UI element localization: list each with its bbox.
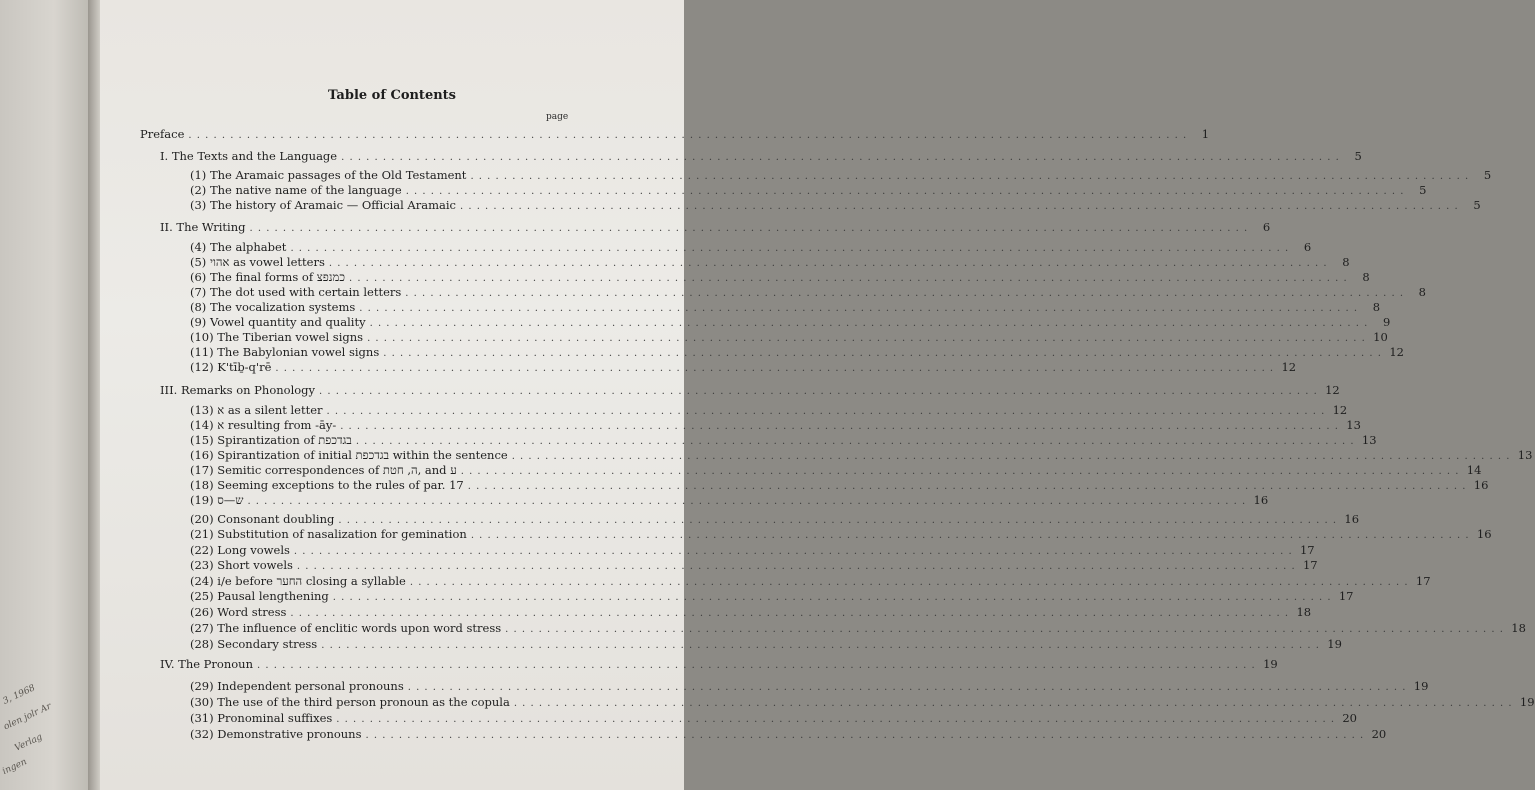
toc-entry-label: (14) א resulting from -āy- bbox=[190, 418, 337, 432]
toc-entry bbox=[190, 574, 1431, 588]
toc-entry-label: (15) Spirantization of בגדכפת bbox=[190, 433, 352, 447]
toc-entry-label: (20) Consonant doubling bbox=[190, 512, 335, 526]
toc-entry bbox=[190, 493, 1269, 507]
leader-dots: . . . . . . . . . . . . . . . . . . . . . . . . . . . . . . . . . . . . . . . . . . . . . . . . . . . . . . . . . . . . . . . . . . . . . . . . . . . . . . . . . . . . . . . . . . . . . . . . . . . . . . . . . . . . . . . . . . . . . . . . bbox=[470, 171, 1470, 182]
toc-entry bbox=[190, 198, 1481, 212]
toc-entry bbox=[190, 433, 1377, 447]
leader-dots: . . . . . . . . . . . . . . . . . . . . . . . . . . . . . . . . . . . . . . . . . . . . . . . . . . . . . . . . . . . . . . . . . . . . . . . . . . . . . . . . . . . . . . . . . . . . . . . . . . . . . . . . . . . . . . . . . . . . . . . . bbox=[290, 243, 1290, 254]
leader-dots: . . . . . . . . . . . . . . . . . . . . . . . . . . . . . . . . . . . . . . . . . . . . . . . . . . . . . . . . . . . . . . . . . . . . . . . . . . . . . . . . . . . . . . . . . . . . . . . . . . . . . . . . . . . . . . . . . . . . . . . . bbox=[326, 406, 1326, 417]
leader-dots: . . . . . . . . . . . . . . . . . . . . . . . . . . . . . . . . . . . . . . . . . . . . . . . . . . . . . . . . . . . . . . . . . . . . . . . . . . . . . . . . . . . . . . . . . . . . . . . . . . . . . . . . . . . . . . . . . . . . . . . . bbox=[459, 201, 1459, 212]
toc-entry bbox=[190, 183, 1427, 197]
toc-entry bbox=[190, 418, 1361, 432]
toc-entry-page: 19 bbox=[1327, 637, 1342, 651]
leader-dots: . . . . . . . . . . . . . . . . . . . . . . . . . . . . . . . . . . . . . . . . . . . . . . . . . . . . . . . . . . . . . . . . . . . . . . . . . . . . . . . . . . . . . . . . . . . . . . . . . . . . . . . . . . . . . . . . . . . . . . . . bbox=[328, 258, 1328, 269]
toc-entry-page: 5 bbox=[1419, 183, 1427, 197]
handwritten-note: ingen bbox=[1, 757, 29, 777]
toc-entry-page: 17 bbox=[1338, 589, 1354, 603]
leader-dots: . . . . . . . . . . . . . . . . . . . . . . . . . . . . . . . . . . . . . . . . . . . . . . . . . . . . . . . . . . . . . . . . . . . . . . . . . . . . . . . . . . . . . . . . . . . . . . . . . . . . . . . . . . . . . . . . . . . . . . . . bbox=[511, 451, 1511, 462]
toc-entry bbox=[190, 558, 1318, 572]
leader-dots: . . . . . . . . . . . . . . . . . . . . . . . . . . . . . . . . . . . . . . . . . . . . . . . . . . . . . . . . . . . . . . . . . . . . . . . . . . . . . . . . . . . . . . . . . . . . . . . . . . . . . . . . . . . . . . . . . . . . . . . . bbox=[296, 561, 1296, 572]
toc-entry-label: (24) i/e before החער closing a syllable bbox=[190, 574, 406, 588]
leader-dots: . . . . . . . . . . . . . . . . . . . . . . . . . . . . . . . . . . . . . . . . . . . . . . . . . . . . . . . . . . . . . . . . . . . . . . . . . . . . . . . . . . . . . . . . . . . . . . . . . . . . . . . . . . . . . . . . . . . . . . . . bbox=[467, 481, 1467, 492]
toc-entry-page: 5 bbox=[1473, 198, 1481, 212]
toc-entry-label: (16) Spirantization of initial בגדכפת within the sentence bbox=[190, 448, 508, 462]
toc-entry bbox=[190, 605, 1312, 619]
leader-dots: . . . . . . . . . . . . . . . . . . . . . . . . . . . . . . . . . . . . . . . . . . . . . . . . . . . . . . . . . . . . . . . . . . . . . . . . . . . . . . . . . . . . . . . . . . . . . . . . . . . . . . . . . . . . . . . . . . . . . . . . bbox=[505, 624, 1504, 635]
toc-entry-page: 9 bbox=[1382, 315, 1391, 329]
toc-entry bbox=[190, 589, 1354, 603]
toc-entry bbox=[190, 255, 1350, 269]
toc-entry-page: 19 bbox=[1263, 657, 1278, 671]
toc-entry-page: 1 bbox=[1201, 127, 1210, 141]
toc-entry-label: (31) Pronominal suffixes bbox=[190, 711, 333, 725]
toc-entry-page: 6 bbox=[1262, 220, 1271, 234]
contents-page bbox=[100, 0, 1535, 790]
toc-entry-label: (29) Independent personal pronouns bbox=[190, 679, 404, 693]
toc-entry bbox=[190, 345, 1404, 359]
toc-entry-label: (7) The dot used with certain letters bbox=[190, 285, 402, 299]
toc-entry-label: (2) The native name of the language bbox=[190, 183, 402, 197]
toc-entry-label: (4) The alphabet bbox=[190, 240, 287, 254]
toc-entry-page: 16 bbox=[1344, 512, 1360, 526]
toc-entry-label: (5) אהוי as vowel letters bbox=[190, 255, 325, 269]
leader-dots: . . . . . . . . . . . . . . . . . . . . . . . . . . . . . . . . . . . . . . . . . . . . . . . . . . . . . . . . . . . . . . . . . . . . . . . . . . . . . . . . . . . . . . . . . . . . . . . . . . . . . . . . . . . . . . . . . . . . . . . . bbox=[257, 660, 1256, 671]
toc-entry-label: (8) The vocalization systems bbox=[190, 300, 356, 314]
leader-dots: . . . . . . . . . . . . . . . . . . . . . . . . . . . . . . . . . . . . . . . . . . . . . . . . . . . . . . . . . . . . . . . . . . . . . . . . . . . . . . . . . . . . . . . . . . . . . . . . . . . . . . . . . . . . . . . . . . . . . . . . bbox=[247, 496, 1247, 507]
toc-entry-label: I. The Texts and the Language bbox=[160, 149, 338, 163]
leader-dots: . . . . . . . . . . . . . . . . . . . . . . . . . . . . . . . . . . . . . . . . . . . . . . . . . . . . . . . . . . . . . . . . . . . . . . . . . . . . . . . . . . . . . . . . . . . . . . . . . . . . . . . . . . . . . . . . . . . . . . . . bbox=[348, 273, 1348, 284]
toc-entry bbox=[190, 621, 1526, 635]
leader-dots: . . . . . . . . . . . . . . . . . . . . . . . . . . . . . . . . . . . . . . . . . . . . . . . . . . . . . . . . . . . . . . . . . . . . . . . . . . . . . . . . . . . . . . . . . . . . . . . . . . . . . . . . . . . . . . . . . . . . . . . . bbox=[188, 130, 1188, 141]
leader-dots: . . . . . . . . . . . . . . . . . . . . . . . . . . . . . . . . . . . . . . . . . . . . . . . . . . . . . . . . . . . . . . . . . . . . . . . . . . . . . . . . . . . . . . . . . . . . . . . . . . . . . . . . . . . . . . . . . . . . . . . . bbox=[293, 546, 1293, 557]
page-column-label: page bbox=[546, 112, 569, 122]
leader-dots: . . . . . . . . . . . . . . . . . . . . . . . . . . . . . . . . . . . . . . . . . . . . . . . . . . . . . . . . . . . . . . . . . . . . . . . . . . . . . . . . . . . . . . . . . . . . . . . . . . . . . . . . . . . . . . . . . . . . . . . . bbox=[341, 152, 1340, 163]
toc-entry bbox=[160, 383, 1340, 397]
toc-entry-page: 17 bbox=[1299, 543, 1315, 557]
toc-entry-page: 14 bbox=[1466, 463, 1482, 477]
page-title: Table of Contents bbox=[328, 88, 456, 103]
toc-entry-label: IV. The Pronoun bbox=[160, 657, 253, 671]
toc-entry-page: 12 bbox=[1389, 345, 1404, 359]
toc-entry-page: 12 bbox=[1332, 403, 1348, 417]
toc-entry-label: (28) Secondary stress bbox=[190, 637, 318, 651]
toc-entry-page: 12 bbox=[1325, 383, 1340, 397]
toc-entry bbox=[190, 727, 1387, 741]
toc-entry bbox=[160, 220, 1271, 234]
toc-entry-label: (26) Word stress bbox=[190, 605, 287, 619]
toc-entry-page: 5 bbox=[1354, 149, 1362, 163]
toc-entry-page: 13 bbox=[1517, 448, 1533, 462]
toc-entry-page: 16 bbox=[1473, 478, 1489, 492]
toc-entry bbox=[190, 711, 1357, 725]
leader-dots: . . . . . . . . . . . . . . . . . . . . . . . . . . . . . . . . . . . . . . . . . . . . . . . . . . . . . . . . . . . . . . . . . . . . . . . . . . . . . . . . . . . . . . . . . . . . . . . . . . . . . . . . . . . . . . . . . . . . . . . . bbox=[409, 577, 1409, 588]
leader-dots: . . . . . . . . . . . . . . . . . . . . . . . . . . . . . . . . . . . . . . . . . . . . . . . . . . . . . . . . . . . . . . . . . . . . . . . . . . . . . . . . . . . . . . . . . . . . . . . . . . . . . . . . . . . . . . . . . . . . . . . . bbox=[359, 303, 1359, 314]
toc-entry-page: 20 bbox=[1371, 727, 1387, 741]
toc-entry-label: (1) The Aramaic passages of the Old Testament bbox=[190, 168, 467, 182]
toc-entry bbox=[190, 463, 1482, 477]
toc-entry-label: (30) The use of the third person pronoun as the copula bbox=[190, 695, 510, 709]
leader-dots: . . . . . . . . . . . . . . . . . . . . . . . . . . . . . . . . . . . . . . . . . . . . . . . . . . . . . . . . . . . . . . . . . . . . . . . . . . . . . . . . . . . . . . . . . . . . . . . . . . . . . . . . . . . . . . . . . . . . . . . . bbox=[513, 698, 1513, 709]
toc-entry-page: 13 bbox=[1346, 418, 1361, 432]
toc-entry-label: (27) The influence of enclitic words upon word stress bbox=[190, 621, 502, 635]
toc-entry-label: (25) Pausal lengthening bbox=[190, 589, 329, 603]
toc-entry-label: (32) Demonstrative pronouns bbox=[190, 727, 362, 741]
toc-entry bbox=[160, 149, 1362, 163]
leader-dots: . . . . . . . . . . . . . . . . . . . . . . . . . . . . . . . . . . . . . . . . . . . . . . . . . . . . . . . . . . . . . . . . . . . . . . . . . . . . . . . . . . . . . . . . . . . . . . . . . . . . . . . . . . . . . . . . . . . . . . . . bbox=[470, 530, 1470, 541]
toc-entry-page: 20 bbox=[1342, 711, 1357, 725]
toc-entry-page: 6 bbox=[1303, 240, 1312, 254]
toc-entry-label: (9) Vowel quantity and quality bbox=[190, 315, 366, 329]
leader-dots: . . . . . . . . . . . . . . . . . . . . . . . . . . . . . . . . . . . . . . . . . . . . . . . . . . . . . . . . . . . . . . . . . . . . . . . . . . . . . . . . . . . . . . . . . . . . . . . . . . . . . . . . . . . . . . . . . . . . . . . . bbox=[275, 363, 1275, 374]
toc-entry-label: (3) The history of Aramaic — Official Aramaic bbox=[190, 198, 456, 212]
toc-entry-page: 17 bbox=[1415, 574, 1431, 588]
toc-entry bbox=[190, 270, 1370, 284]
handwritten-note: Verlag bbox=[13, 732, 45, 754]
leader-dots: . . . . . . . . . . . . . . . . . . . . . . . . . . . . . . . . . . . . . . . . . . . . . . . . . . . . . . . . . . . . . . . . . . . . . . . . . . . . . . . . . . . . . . . . . . . . . . . . . . . . . . . . . . . . . . . . . . . . . . . . bbox=[405, 288, 1404, 299]
leader-dots: . . . . . . . . . . . . . . . . . . . . . . . . . . . . . . . . . . . . . . . . . . . . . . . . . . . . . . . . . . . . . . . . . . . . . . . . . . . . . . . . . . . . . . . . . . . . . . . . . . . . . . . . . . . . . . . . . . . . . . . . bbox=[340, 421, 1339, 432]
leader-dots: . . . . . . . . . . . . . . . . . . . . . . . . . . . . . . . . . . . . . . . . . . . . . . . . . . . . . . . . . . . . . . . . . . . . . . . . . . . . . . . . . . . . . . . . . . . . . . . . . . . . . . . . . . . . . . . . . . . . . . . . bbox=[365, 730, 1365, 741]
toc-entry-page: 12 bbox=[1281, 360, 1297, 374]
toc-entry bbox=[190, 695, 1535, 709]
facing-page bbox=[0, 0, 90, 790]
leader-dots: . . . . . . . . . . . . . . . . . . . . . . . . . . . . . . . . . . . . . . . . . . . . . . . . . . . . . . . . . . . . . . . . . . . . . . . . . . . . . . . . . . . . . . . . . . . . . . . . . . . . . . . . . . . . . . . . . . . . . . . . bbox=[405, 186, 1405, 197]
toc-entry-label: (21) Substitution of nasalization for gemination bbox=[190, 527, 467, 541]
toc-entry bbox=[190, 403, 1348, 417]
toc-entry-page: 19 bbox=[1519, 695, 1535, 709]
leader-dots: . . . . . . . . . . . . . . . . . . . . . . . . . . . . . . . . . . . . . . . . . . . . . . . . . . . . . . . . . . . . . . . . . . . . . . . . . . . . . . . . . . . . . . . . . . . . . . . . . . . . . . . . . . . . . . . . . . . . . . . . bbox=[249, 223, 1249, 234]
toc-entry bbox=[190, 168, 1492, 182]
leader-dots: . . . . . . . . . . . . . . . . . . . . . . . . . . . . . . . . . . . . . . . . . . . . . . . . . . . . . . . . . . . . . . . . . . . . . . . . . . . . . . . . . . . . . . . . . . . . . . . . . . . . . . . . . . . . . . . . . . . . . . . . bbox=[383, 348, 1382, 359]
toc-entry-label: (13) א as a silent letter bbox=[190, 403, 323, 417]
toc-entry-page: 8 bbox=[1418, 285, 1426, 299]
toc-entry bbox=[190, 478, 1489, 492]
toc-entry-page: 16 bbox=[1476, 527, 1492, 541]
leader-dots: . . . . . . . . . . . . . . . . . . . . . . . . . . . . . . . . . . . . . . . . . . . . . . . . . . . . . . . . . . . . . . . . . . . . . . . . . . . . . . . . . . . . . . . . . . . . . . . . . . . . . . . . . . . . . . . . . . . . . . . . bbox=[355, 436, 1355, 447]
toc-entry-page: 8 bbox=[1342, 255, 1350, 269]
toc-entry-label: (18) Seeming exceptions to the rules of par. 17 bbox=[190, 478, 464, 492]
toc-entry bbox=[160, 657, 1278, 671]
toc-entry-label: Preface bbox=[140, 127, 185, 141]
handwritten-note: 3, 1968 bbox=[1, 683, 37, 707]
leader-dots: . . . . . . . . . . . . . . . . . . . . . . . . . . . . . . . . . . . . . . . . . . . . . . . . . . . . . . . . . . . . . . . . . . . . . . . . . . . . . . . . . . . . . . . . . . . . . . . . . . . . . . . . . . . . . . . . . . . . . . . . bbox=[369, 318, 1369, 329]
leader-dots: . . . . . . . . . . . . . . . . . . . . . . . . . . . . . . . . . . . . . . . . . . . . . . . . . . . . . . . . . . . . . . . . . . . . . . . . . . . . . . . . . . . . . . . . . . . . . . . . . . . . . . . . . . . . . . . . . . . . . . . . bbox=[290, 608, 1290, 619]
toc-entry-label: (17) Semitic correspondences of ה, חטת, and ע bbox=[190, 463, 457, 477]
toc-entry-page: 8 bbox=[1372, 300, 1381, 314]
toc-entry-label: (22) Long vowels bbox=[190, 543, 290, 557]
toc-entry-page: 18 bbox=[1296, 605, 1312, 619]
toc-entry-page: 13 bbox=[1361, 433, 1377, 447]
toc-entry bbox=[140, 127, 1210, 141]
toc-entry-page: 19 bbox=[1413, 679, 1429, 693]
toc-entry-page: 5 bbox=[1483, 168, 1492, 182]
toc-entry-page: 17 bbox=[1302, 558, 1318, 572]
toc-entry bbox=[190, 285, 1426, 299]
toc-entry-label: II. The Writing bbox=[160, 220, 246, 234]
handwritten-note: olen jolr Ar bbox=[2, 701, 54, 733]
toc-entry-label: (12) K'tīḇ-q'rē bbox=[190, 360, 272, 374]
toc-entry bbox=[190, 543, 1315, 557]
toc-entry bbox=[190, 637, 1342, 651]
toc-entry-label: III. Remarks on Phonology bbox=[160, 383, 316, 397]
leader-dots: . . . . . . . . . . . . . . . . . . . . . . . . . . . . . . . . . . . . . . . . . . . . . . . . . . . . . . . . . . . . . . . . . . . . . . . . . . . . . . . . . . . . . . . . . . . . . . . . . . . . . . . . . . . . . . . . . . . . . . . . bbox=[321, 640, 1320, 651]
leader-dots: . . . . . . . . . . . . . . . . . . . . . . . . . . . . . . . . . . . . . . . . . . . . . . . . . . . . . . . . . . . . . . . . . . . . . . . . . . . . . . . . . . . . . . . . . . . . . . . . . . . . . . . . . . . . . . . . . . . . . . . . bbox=[367, 333, 1366, 344]
toc-entry-page: 10 bbox=[1373, 330, 1388, 344]
leader-dots: . . . . . . . . . . . . . . . . . . . . . . . . . . . . . . . . . . . . . . . . . . . . . . . . . . . . . . . . . . . . . . . . . . . . . . . . . . . . . . . . . . . . . . . . . . . . . . . . . . . . . . . . . . . . . . . . . . . . . . . . bbox=[332, 592, 1332, 603]
toc-entry-page: 8 bbox=[1362, 270, 1370, 284]
leader-dots: . . . . . . . . . . . . . . . . . . . . . . . . . . . . . . . . . . . . . . . . . . . . . . . . . . . . . . . . . . . . . . . . . . . . . . . . . . . . . . . . . . . . . . . . . . . . . . . . . . . . . . . . . . . . . . . . . . . . . . . . bbox=[319, 386, 1318, 397]
toc-entry-page: 18 bbox=[1511, 621, 1526, 635]
toc-entry-label: (19) ש—ס bbox=[190, 493, 244, 507]
toc-entry bbox=[190, 679, 1429, 693]
toc-entry bbox=[190, 360, 1297, 374]
toc-entry bbox=[190, 300, 1381, 314]
toc-entry-page: 16 bbox=[1253, 493, 1269, 507]
leader-dots: . . . . . . . . . . . . . . . . . . . . . . . . . . . . . . . . . . . . . . . . . . . . . . . . . . . . . . . . . . . . . . . . . . . . . . . . . . . . . . . . . . . . . . . . . . . . . . . . . . . . . . . . . . . . . . . . . . . . . . . . bbox=[407, 682, 1407, 693]
toc-entry-label: (10) The Tiberian vowel signs bbox=[190, 330, 364, 344]
toc-entry bbox=[190, 330, 1388, 344]
leader-dots: . . . . . . . . . . . . . . . . . . . . . . . . . . . . . . . . . . . . . . . . . . . . . . . . . . . . . . . . . . . . . . . . . . . . . . . . . . . . . . . . . . . . . . . . . . . . . . . . . . . . . . . . . . . . . . . . . . . . . . . . bbox=[336, 714, 1335, 725]
toc-entry bbox=[190, 315, 1391, 329]
toc-entry bbox=[190, 512, 1360, 526]
toc-entry bbox=[190, 240, 1312, 254]
toc-entry-label: (23) Short vowels bbox=[190, 558, 293, 572]
toc-entry bbox=[190, 527, 1492, 541]
toc-entry-label: (6) The final forms of כמנפצ bbox=[190, 270, 345, 284]
leader-dots: . . . . . . . . . . . . . . . . . . . . . . . . . . . . . . . . . . . . . . . . . . . . . . . . . . . . . . . . . . . . . . . . . . . . . . . . . . . . . . . . . . . . . . . . . . . . . . . . . . . . . . . . . . . . . . . . . . . . . . . . bbox=[338, 515, 1338, 526]
leader-dots: . . . . . . . . . . . . . . . . . . . . . . . . . . . . . . . . . . . . . . . . . . . . . . . . . . . . . . . . . . . . . . . . . . . . . . . . . . . . . . . . . . . . . . . . . . . . . . . . . . . . . . . . . . . . . . . . . . . . . . . . bbox=[460, 466, 1460, 477]
toc-entry-label: (11) The Babylonian vowel signs bbox=[190, 345, 380, 359]
toc-entry bbox=[190, 448, 1533, 462]
